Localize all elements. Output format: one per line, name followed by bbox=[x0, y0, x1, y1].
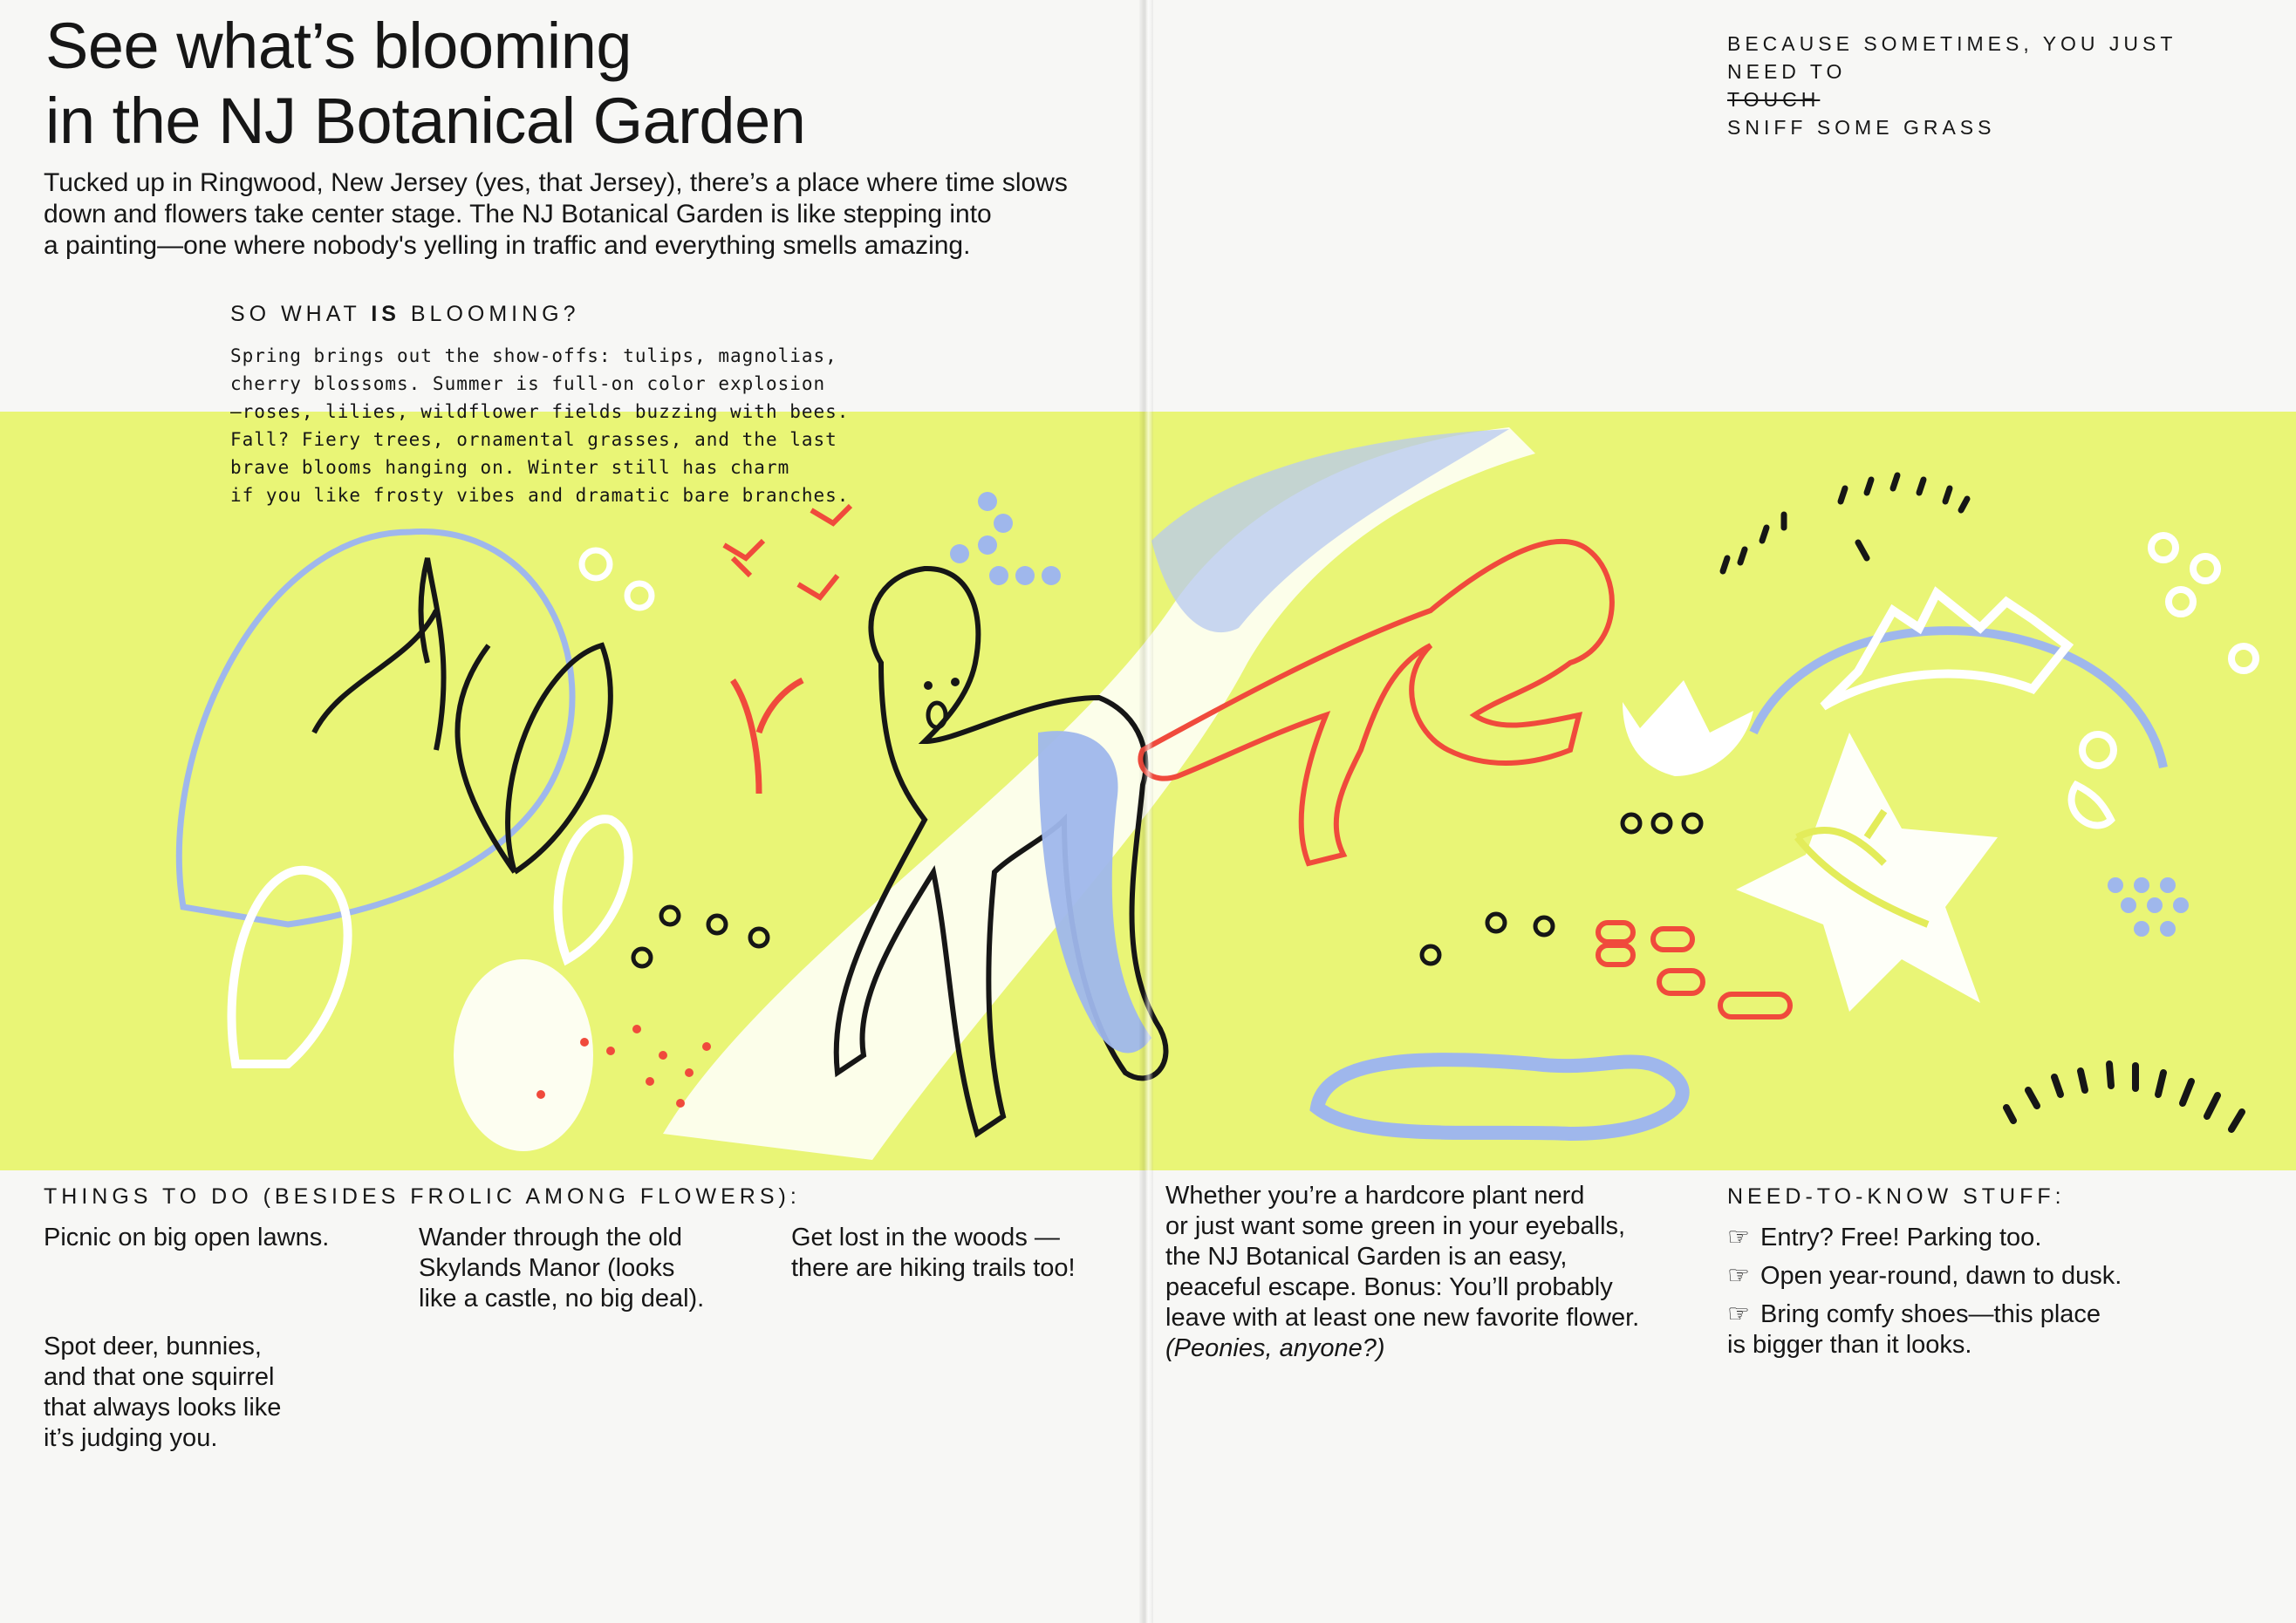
intro-line-1: Tucked up in Ringwood, New Jersey (yes, that Jersey), there’s a place where time slows bbox=[44, 168, 1068, 197]
center-fold bbox=[1139, 0, 1153, 1623]
blooming-line: Spring brings out the show-offs: tulips, magnolias, bbox=[230, 345, 837, 366]
need-item bbox=[1727, 1299, 2122, 1360]
white-ring-right bbox=[2082, 734, 2114, 766]
things-to-do-heading: THINGS TO DO (BESIDES FROLIC AMONG FLOWERS): bbox=[44, 1184, 801, 1209]
white-star-flower bbox=[1736, 733, 1998, 1012]
todo-item-2 bbox=[419, 1223, 704, 1314]
pointing-hand-icon: ☞ bbox=[1727, 1300, 1750, 1328]
need-item bbox=[1727, 1261, 2122, 1292]
todo-line: that always looks like bbox=[44, 1394, 282, 1422]
title-line-1: See what’s blooming bbox=[45, 10, 632, 82]
tagline-struck-word: TOUCH bbox=[1727, 88, 1821, 111]
need-item-text: Bring comfy shoes—this place bbox=[1760, 1300, 2101, 1328]
blooming-line: —roses, lilies, wildflower fields buzzing with bees. bbox=[230, 401, 850, 422]
pointing-hand-icon: ☞ bbox=[1727, 1262, 1750, 1290]
page-title bbox=[45, 9, 805, 159]
need-item-text: Entry? Free! Parking too. bbox=[1760, 1224, 2042, 1251]
black-stem-flowers-left bbox=[633, 907, 768, 966]
tagline-line-1: BECAUSE SOMETIMES, YOU JUST bbox=[1727, 32, 2177, 55]
blue-pond bbox=[1317, 1060, 1683, 1134]
red-pebbles bbox=[1598, 923, 1790, 1017]
blooming-line: cherry blossoms. Summer is full-on color explosion bbox=[230, 373, 826, 394]
black-tick-marks-top bbox=[1723, 475, 1967, 571]
bending-person-eye-2 bbox=[951, 678, 960, 686]
closing-line: or just want some green in your eyeballs, bbox=[1165, 1212, 1626, 1240]
blooming-line: brave blooms hanging on. Winter still has charm bbox=[230, 457, 790, 478]
closing-line: the NJ Botanical Garden is an easy, bbox=[1165, 1243, 1568, 1271]
tagline bbox=[1727, 30, 2176, 141]
red-bird-1 bbox=[724, 541, 763, 576]
intro-line-3: a painting—one where nobody's yelling in traffic and everything smells amazing. bbox=[44, 231, 971, 260]
need-to-know-list bbox=[1727, 1223, 2122, 1368]
pointing-hand-icon: ☞ bbox=[1727, 1224, 1750, 1251]
todo-line: Picnic on big open lawns. bbox=[44, 1224, 330, 1251]
red-sprout bbox=[733, 680, 803, 794]
closing-line: peaceful escape. Bonus: You’ll probably bbox=[1165, 1273, 1613, 1301]
need-to-know-heading: NEED-TO-KNOW STUFF: bbox=[1727, 1184, 2066, 1209]
blooming-heading-post: BLOOMING? bbox=[400, 302, 580, 326]
blooming-heading-pre: SO WHAT bbox=[230, 302, 372, 326]
tagline-post: SNIFF SOME GRASS bbox=[1727, 116, 1996, 139]
todo-line: it’s judging you. bbox=[44, 1424, 218, 1452]
intro-paragraph bbox=[44, 167, 1125, 262]
white-crown-flower bbox=[1823, 593, 2067, 706]
black-tick-marks-bottom bbox=[2006, 1064, 2242, 1129]
closing-line: leave with at least one new favorite flower. bbox=[1165, 1304, 1640, 1332]
black-stem-flowers-right bbox=[1422, 815, 1701, 964]
tagline-line-2 bbox=[1727, 58, 2176, 141]
blooming-heading-bold: IS bbox=[371, 302, 400, 326]
todo-item-4 bbox=[44, 1332, 281, 1454]
intro-line-2: down and flowers take center stage. The NJ Botanical Garden is like stepping into bbox=[44, 200, 992, 228]
todo-line: Wander through the old bbox=[419, 1224, 683, 1251]
need-item-text: Open year-round, dawn to dusk. bbox=[1760, 1262, 2122, 1290]
blooming-line: if you like frosty vibes and dramatic bare branches. bbox=[230, 485, 850, 506]
black-tulip-leaf bbox=[314, 558, 611, 872]
todo-line: Get lost in the woods — bbox=[791, 1224, 1060, 1251]
bending-person-mouth bbox=[928, 703, 946, 727]
red-bird-3 bbox=[798, 576, 837, 597]
todo-item-3 bbox=[791, 1223, 1076, 1284]
bending-person-eye bbox=[924, 681, 933, 690]
todo-line: there are hiking trails too! bbox=[791, 1254, 1076, 1282]
title-line-2: in the NJ Botanical Garden bbox=[45, 85, 806, 157]
todo-line: like a castle, no big deal). bbox=[419, 1285, 705, 1313]
closing-aside: (Peonies, anyone?) bbox=[1165, 1334, 1385, 1362]
closing-paragraph bbox=[1165, 1181, 1639, 1364]
white-circles-right bbox=[2151, 535, 2256, 671]
todo-line: Skylands Manor (looks bbox=[419, 1254, 675, 1282]
white-tulip-flower bbox=[1623, 680, 1753, 776]
todo-item-1 bbox=[44, 1223, 329, 1253]
todo-line: Spot deer, bunnies, bbox=[44, 1333, 262, 1360]
need-item-text-cont: is bigger than it looks. bbox=[1727, 1331, 1972, 1359]
closing-line: Whether you’re a hardcore plant nerd bbox=[1165, 1182, 1585, 1210]
need-item bbox=[1727, 1223, 2122, 1253]
blue-arc bbox=[1753, 631, 2163, 767]
blooming-heading bbox=[230, 302, 580, 327]
white-circles-left bbox=[582, 550, 652, 608]
tagline-pre: NEED TO bbox=[1727, 60, 1847, 83]
blooming-text bbox=[230, 342, 849, 509]
white-drop bbox=[2072, 785, 2111, 825]
blue-dots-cluster bbox=[950, 492, 1061, 585]
blue-dots-right bbox=[2108, 877, 2189, 937]
blue-hill-wash bbox=[1151, 429, 1509, 632]
blooming-line: Fall? Fiery trees, ornamental grasses, and the last bbox=[230, 429, 837, 450]
white-egg bbox=[454, 959, 593, 1151]
todo-line: and that one squirrel bbox=[44, 1363, 275, 1391]
